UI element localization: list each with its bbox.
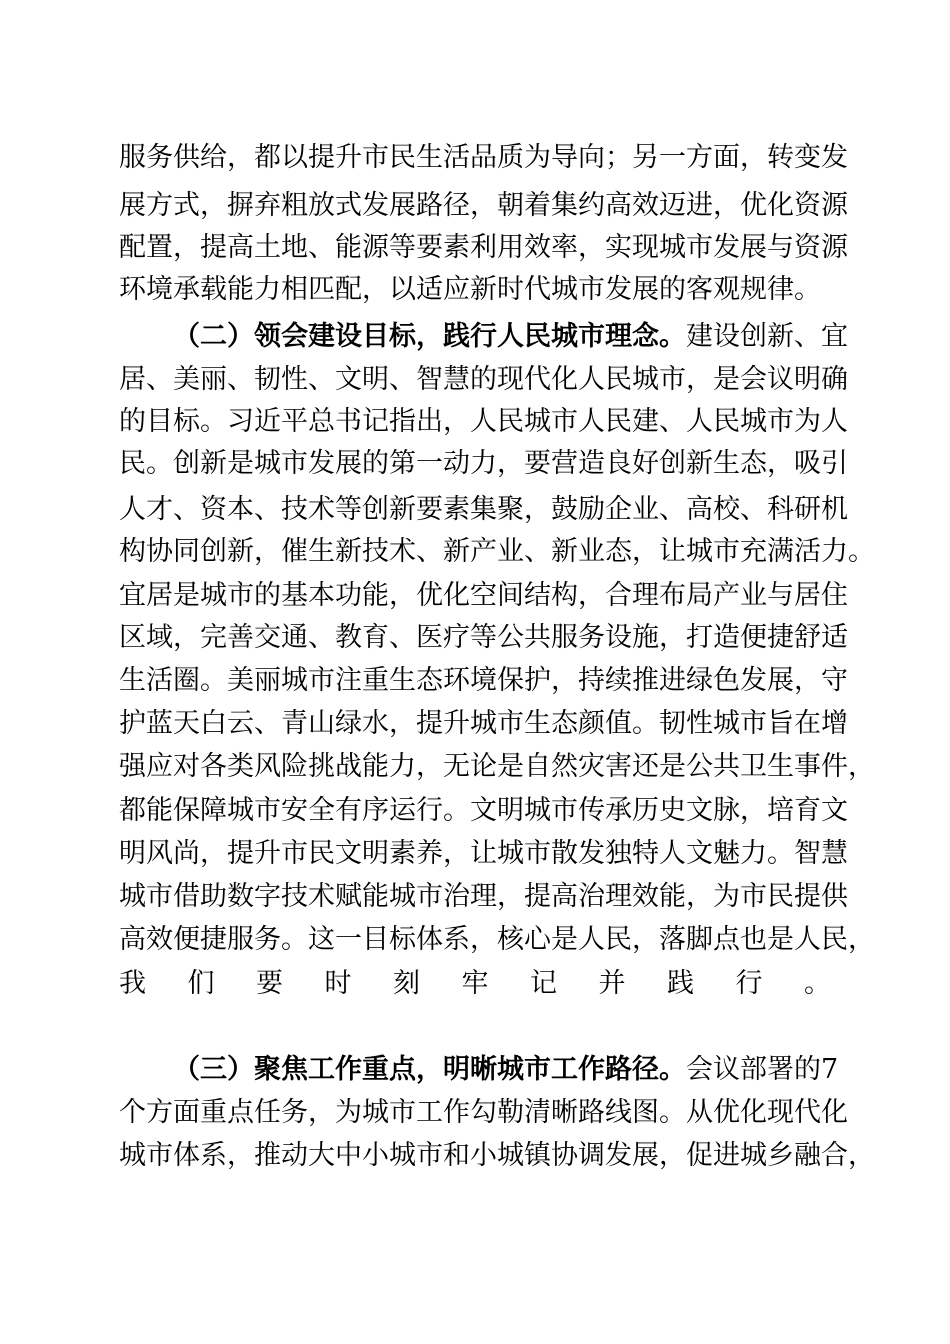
paragraph-3-line-1 — [173, 1047, 839, 1093]
paragraph-3-line-3: 城市体系，推动大中小城市和小城镇协调发展，促进城乡融合， — [119, 1140, 875, 1171]
paragraph-1-line-2: 展方式，摒弃粗放式发展路径，朝着集约高效迈进，优化资源 — [119, 190, 848, 221]
paragraph-2-line-12: 都能保障城市安全有序运行。文明城市传承历史文脉，培育文 — [119, 795, 848, 826]
paragraph-2-line-6: 构协同创新，催生新技术、新产业、新业态，让城市充满活力。 — [119, 536, 875, 567]
paragraph-2-line-2: 居、美丽、韧性、文明、智慧的现代化人民城市，是会议明确 — [119, 364, 848, 395]
paragraph-2-line-8: 区域，完善交通、教育、医疗等公共服务设施，打造便捷舒适 — [119, 622, 848, 653]
paragraph-2-line-13: 明风尚，提升市民文明素养，让城市散发独特人文魅力。智慧 — [119, 838, 848, 869]
paragraph-2-line-15: 高效便捷服务。这一目标体系，核心是人民，落脚点也是人民， — [119, 924, 875, 955]
paragraph-2-line-10: 护蓝天白云、青山绿水，提升城市生态颜值。韧性城市旨在增 — [119, 708, 848, 739]
paragraph-2-line-4: 民。创新是城市发展的第一动力，要营造良好创新生态，吸引 — [119, 448, 848, 479]
paragraph-2-first-line-text: 建设创新、宜 — [686, 321, 848, 352]
paragraph-3-line-2: 个方面重点任务，为城市工作勾勒清晰路线图。从优化现代化 — [119, 1097, 848, 1128]
paragraph-3-first-line-text: 会议部署的7 — [686, 1054, 839, 1085]
paragraph-2-line-3: 的目标。习近平总书记指出，人民城市人民建、人民城市为人 — [119, 406, 848, 437]
paragraph-1-line-4: 环境承载能力相匹配，以适应新时代城市发展的客观规律。 — [119, 274, 821, 305]
paragraph-2-line-17 — [119, 1003, 831, 1049]
section-heading-2: （二）领会建设目标，践行人民城市理念。 — [173, 321, 686, 352]
paragraph-2-line-7: 宜居是城市的基本功能，优化空间结构，合理布局产业与居住 — [119, 580, 848, 611]
paragraph-2-line-5: 人才、资本、技术等创新要素集聚，鼓励企业、高校、科研机 — [119, 494, 848, 525]
paragraph-1-line-1: 服务供给，都以提升市民生活品质为导向；另一方面，转变发 — [119, 142, 848, 173]
paragraph-2-line-16: 我们要时刻牢记并践行。 — [119, 968, 831, 999]
paragraph-2-line-9: 生活圈。美丽城市注重生态环境保护，持续推进绿色发展，守 — [119, 665, 848, 696]
paragraph-2-line-14: 城市借助数字技术赋能城市治理，提高治理效能，为市民提供 — [119, 881, 848, 912]
paragraph-1-line-3: 配置，提高土地、能源等要素利用效率，实现城市发展与资源 — [119, 232, 848, 263]
paragraph-2-line-1 — [173, 314, 848, 360]
section-heading-3: （三）聚焦工作重点，明晰城市工作路径。 — [173, 1054, 686, 1085]
paragraph-2-line-11: 强应对各类风险挑战能力，无论是自然灾害还是公共卫生事件， — [119, 751, 875, 782]
